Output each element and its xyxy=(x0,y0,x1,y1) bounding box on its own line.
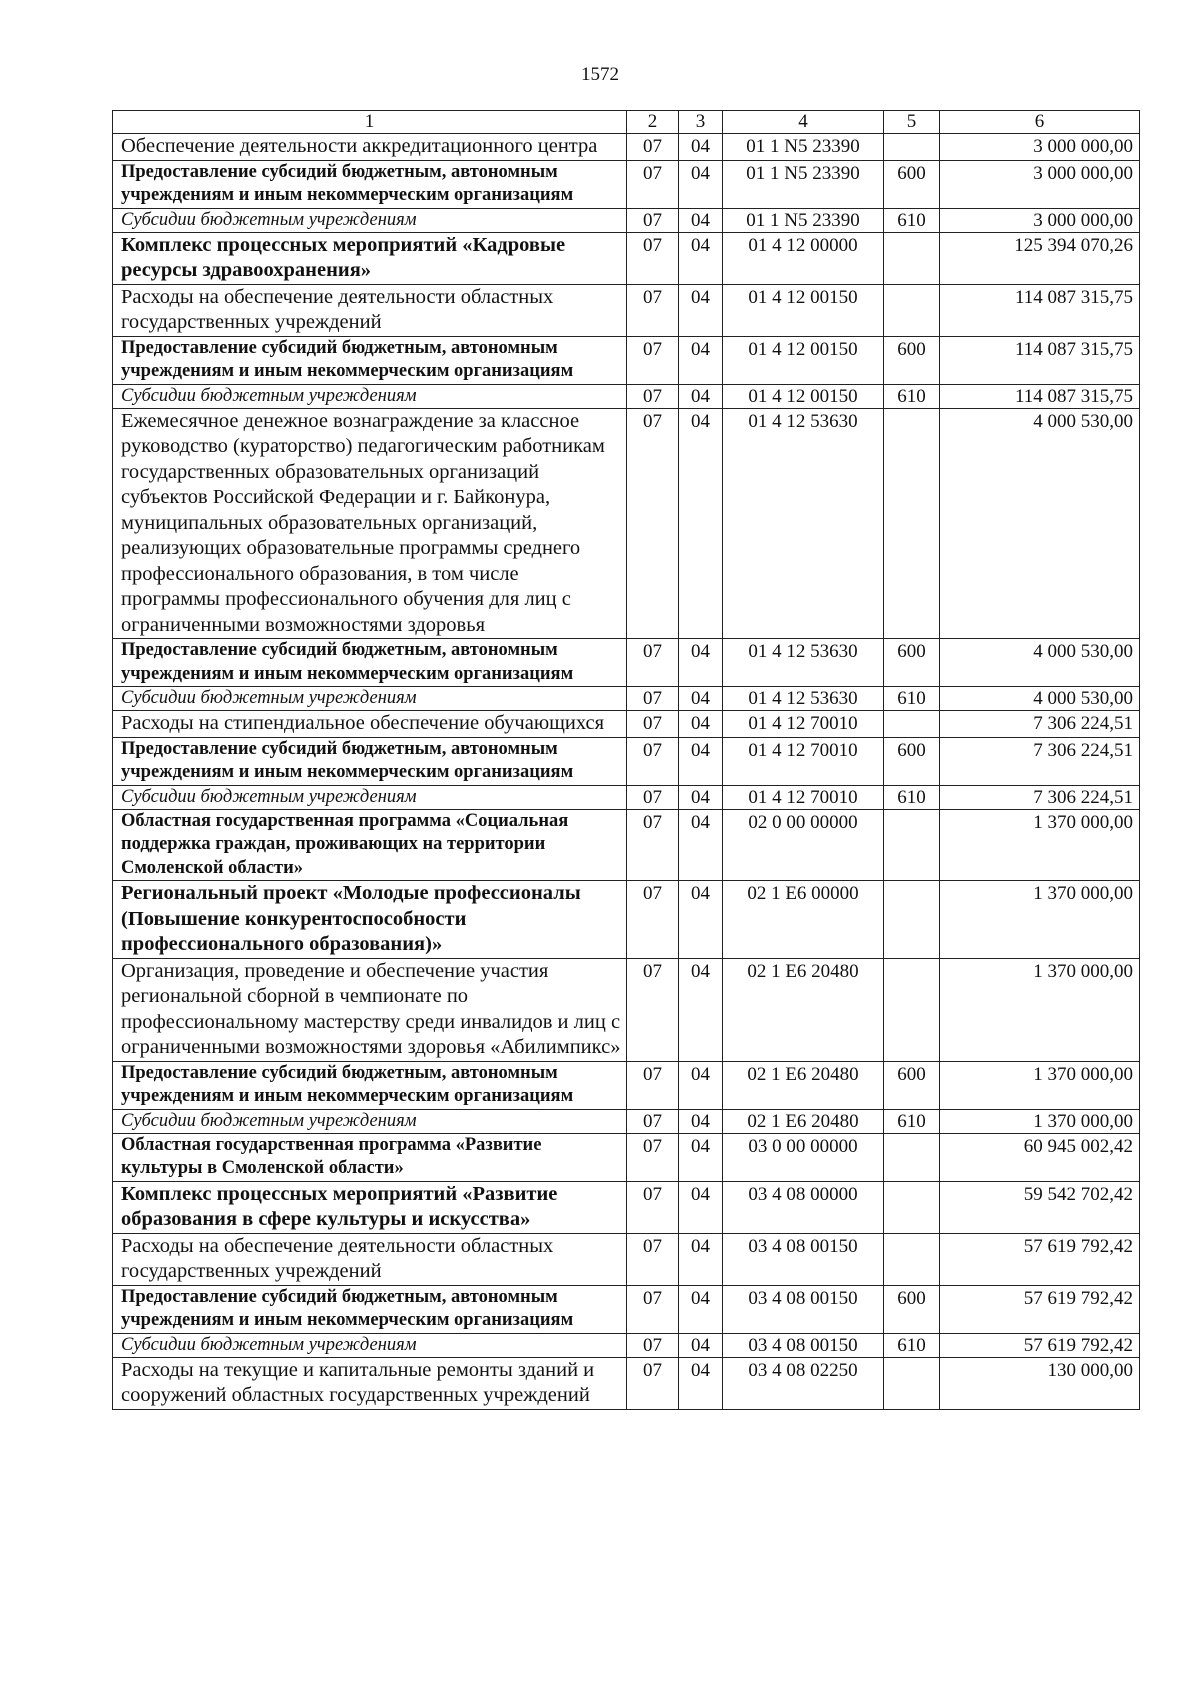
row-name: Предоставление субсидий бюджетным, автономным учреждениям и иным некоммерческим организациям xyxy=(113,639,627,687)
row-target-code: 03 4 08 00000 xyxy=(723,1181,884,1233)
row-section: 07 xyxy=(627,1357,679,1409)
row-amount: 3 000 000,00 xyxy=(940,160,1140,208)
row-name: Субсидии бюджетным учреждениям xyxy=(113,1333,627,1357)
row-target-code: 03 4 08 00150 xyxy=(723,1233,884,1285)
row-subsection: 04 xyxy=(679,232,723,284)
row-expense-type xyxy=(884,134,940,161)
row-amount: 130 000,00 xyxy=(940,1357,1140,1409)
table-row xyxy=(113,809,1140,881)
page-number: 1572 xyxy=(581,64,619,85)
row-section: 07 xyxy=(627,284,679,336)
header-col-3: 3 xyxy=(679,111,723,134)
table-row xyxy=(113,1333,1140,1357)
row-name: Субсидии бюджетным учреждениям xyxy=(113,1109,627,1133)
table-row xyxy=(113,1357,1140,1409)
row-section: 07 xyxy=(627,1133,679,1181)
row-name: Субсидии бюджетным учреждениям xyxy=(113,384,627,408)
row-amount: 7 306 224,51 xyxy=(940,785,1140,809)
row-amount: 4 000 530,00 xyxy=(940,687,1140,711)
row-target-code: 01 1 N5 23390 xyxy=(723,134,884,161)
table-row xyxy=(113,1181,1140,1233)
row-amount: 57 619 792,42 xyxy=(940,1333,1140,1357)
row-name: Ежемесячное денежное вознаграждение за классное руководство (кураторство) педагогическим работникам государственных образовательных организаций субъектов Российской Федерации и г. Байконура, муниципальных образовательных организаций, реализующих образовательные программы среднего профессионального образования, в том числе программы профессионального обучения для лиц с ограниченными возможностями здоровья xyxy=(113,408,627,639)
row-name: Предоставление субсидий бюджетным, автономным учреждениям и иным некоммерческим организациям xyxy=(113,1061,627,1109)
row-amount: 1 370 000,00 xyxy=(940,1061,1140,1109)
table-row xyxy=(113,737,1140,785)
row-expense-type: 610 xyxy=(884,785,940,809)
row-expense-type xyxy=(884,711,940,738)
row-name: Обеспечение деятельности аккредитационного центра xyxy=(113,134,627,161)
row-name: Предоставление субсидий бюджетным, автономным учреждениям и иным некоммерческим организациям xyxy=(113,336,627,384)
row-name: Комплекс процессных мероприятий «Кадровые ресурсы здравоохранения» xyxy=(113,232,627,284)
row-name: Предоставление субсидий бюджетным, автономным учреждениям и иным некоммерческим организациям xyxy=(113,737,627,785)
table-row xyxy=(113,785,1140,809)
table-row xyxy=(113,384,1140,408)
table-row xyxy=(113,1061,1140,1109)
row-section: 07 xyxy=(627,336,679,384)
row-subsection: 04 xyxy=(679,785,723,809)
row-target-code: 03 0 00 00000 xyxy=(723,1133,884,1181)
row-subsection: 04 xyxy=(679,1285,723,1333)
row-section: 07 xyxy=(627,408,679,639)
row-subsection: 04 xyxy=(679,809,723,881)
row-section: 07 xyxy=(627,711,679,738)
row-expense-type xyxy=(884,809,940,881)
table-row xyxy=(113,134,1140,161)
row-section: 07 xyxy=(627,160,679,208)
row-amount: 59 542 702,42 xyxy=(940,1181,1140,1233)
row-target-code: 01 1 N5 23390 xyxy=(723,160,884,208)
row-section: 07 xyxy=(627,785,679,809)
row-section: 07 xyxy=(627,1181,679,1233)
row-name: Предоставление субсидий бюджетным, автономным учреждениям и иным некоммерческим организациям xyxy=(113,160,627,208)
row-amount: 1 370 000,00 xyxy=(940,881,1140,959)
table-row xyxy=(113,639,1140,687)
table-row xyxy=(113,232,1140,284)
row-subsection: 04 xyxy=(679,737,723,785)
row-section: 07 xyxy=(627,232,679,284)
row-target-code: 01 4 12 00150 xyxy=(723,336,884,384)
row-subsection: 04 xyxy=(679,639,723,687)
row-amount: 4 000 530,00 xyxy=(940,639,1140,687)
header-col-2: 2 xyxy=(627,111,679,134)
row-subsection: 04 xyxy=(679,336,723,384)
budget-table xyxy=(112,110,1140,1410)
table-row xyxy=(113,881,1140,959)
row-subsection: 04 xyxy=(679,208,723,232)
row-section: 07 xyxy=(627,1233,679,1285)
row-expense-type xyxy=(884,1133,940,1181)
row-amount: 114 087 315,75 xyxy=(940,284,1140,336)
row-expense-type xyxy=(884,1233,940,1285)
row-expense-type xyxy=(884,284,940,336)
row-subsection: 04 xyxy=(679,160,723,208)
row-name: Расходы на текущие и капитальные ремонты зданий и сооружений областных государственных учреждений xyxy=(113,1357,627,1409)
row-subsection: 04 xyxy=(679,134,723,161)
row-section: 07 xyxy=(627,881,679,959)
row-section: 07 xyxy=(627,1285,679,1333)
row-target-code: 01 4 12 70010 xyxy=(723,737,884,785)
row-expense-type: 600 xyxy=(884,336,940,384)
table-row xyxy=(113,1233,1140,1285)
row-expense-type xyxy=(884,881,940,959)
row-amount: 114 087 315,75 xyxy=(940,384,1140,408)
row-subsection: 04 xyxy=(679,958,723,1061)
table-body xyxy=(113,134,1140,1410)
row-name: Субсидии бюджетным учреждениям xyxy=(113,208,627,232)
row-name: Региональный проект «Молодые профессионалы (Повышение конкурентоспособности профессионального образования)» xyxy=(113,881,627,959)
row-subsection: 04 xyxy=(679,284,723,336)
row-name: Предоставление субсидий бюджетным, автономным учреждениям и иным некоммерческим организациям xyxy=(113,1285,627,1333)
row-target-code: 02 1 Е6 20480 xyxy=(723,1109,884,1133)
row-target-code: 01 4 12 53630 xyxy=(723,408,884,639)
row-section: 07 xyxy=(627,208,679,232)
row-section: 07 xyxy=(627,1061,679,1109)
row-subsection: 04 xyxy=(679,1133,723,1181)
row-subsection: 04 xyxy=(679,881,723,959)
row-target-code: 01 4 12 70010 xyxy=(723,711,884,738)
row-expense-type: 600 xyxy=(884,737,940,785)
row-target-code: 02 1 Е6 00000 xyxy=(723,881,884,959)
row-name: Расходы на обеспечение деятельности областных государственных учреждений xyxy=(113,284,627,336)
row-expense-type: 600 xyxy=(884,1285,940,1333)
table-row xyxy=(113,958,1140,1061)
row-amount: 3 000 000,00 xyxy=(940,208,1140,232)
row-target-code: 01 1 N5 23390 xyxy=(723,208,884,232)
row-expense-type xyxy=(884,408,940,639)
row-expense-type: 610 xyxy=(884,208,940,232)
table-row xyxy=(113,160,1140,208)
table-row xyxy=(113,687,1140,711)
row-expense-type: 600 xyxy=(884,639,940,687)
row-section: 07 xyxy=(627,1109,679,1133)
table-row xyxy=(113,408,1140,639)
row-amount: 1 370 000,00 xyxy=(940,958,1140,1061)
row-expense-type: 600 xyxy=(884,1061,940,1109)
row-name: Организация, проведение и обеспечение участия региональной сборной в чемпионате по профессиональному мастерству среди инвалидов и лиц с ограниченными возможностями здоровья «Абилимпикс» xyxy=(113,958,627,1061)
row-target-code: 03 4 08 00150 xyxy=(723,1333,884,1357)
header-col-6: 6 xyxy=(940,111,1140,134)
row-amount: 1 370 000,00 xyxy=(940,1109,1140,1133)
row-expense-type xyxy=(884,1357,940,1409)
row-amount: 60 945 002,42 xyxy=(940,1133,1140,1181)
row-amount: 4 000 530,00 xyxy=(940,408,1140,639)
row-name: Областная государственная программа «Социальная поддержка граждан, проживающих на территории Смоленской области» xyxy=(113,809,627,881)
row-target-code: 02 1 Е6 20480 xyxy=(723,1061,884,1109)
row-subsection: 04 xyxy=(679,1333,723,1357)
row-target-code: 01 4 12 70010 xyxy=(723,785,884,809)
row-expense-type xyxy=(884,958,940,1061)
row-section: 07 xyxy=(627,687,679,711)
row-section: 07 xyxy=(627,639,679,687)
row-amount: 57 619 792,42 xyxy=(940,1285,1140,1333)
table-row xyxy=(113,711,1140,738)
row-expense-type xyxy=(884,232,940,284)
row-subsection: 04 xyxy=(679,1181,723,1233)
row-section: 07 xyxy=(627,384,679,408)
row-name: Расходы на обеспечение деятельности областных государственных учреждений xyxy=(113,1233,627,1285)
row-expense-type: 610 xyxy=(884,384,940,408)
row-name: Субсидии бюджетным учреждениям xyxy=(113,785,627,809)
table-row xyxy=(113,1285,1140,1333)
row-amount: 7 306 224,51 xyxy=(940,737,1140,785)
table-row xyxy=(113,208,1140,232)
row-amount: 1 370 000,00 xyxy=(940,809,1140,881)
row-target-code: 01 4 12 53630 xyxy=(723,687,884,711)
row-subsection: 04 xyxy=(679,1357,723,1409)
header-col-4: 4 xyxy=(723,111,884,134)
row-name: Расходы на стипендиальное обеспечение обучающихся xyxy=(113,711,627,738)
row-expense-type xyxy=(884,1181,940,1233)
row-subsection: 04 xyxy=(679,1109,723,1133)
header-col-1: 1 xyxy=(113,111,627,134)
row-target-code: 01 4 12 00150 xyxy=(723,384,884,408)
row-name: Областная государственная программа «Развитие культуры в Смоленской области» xyxy=(113,1133,627,1181)
table-row xyxy=(113,336,1140,384)
row-expense-type: 600 xyxy=(884,160,940,208)
row-name: Комплекс процессных мероприятий «Развитие образования в сфере культуры и искусства» xyxy=(113,1181,627,1233)
row-subsection: 04 xyxy=(679,1233,723,1285)
table-header xyxy=(113,111,1140,134)
row-section: 07 xyxy=(627,809,679,881)
row-expense-type: 610 xyxy=(884,1333,940,1357)
row-name: Субсидии бюджетным учреждениям xyxy=(113,687,627,711)
row-amount: 114 087 315,75 xyxy=(940,336,1140,384)
table-row xyxy=(113,1109,1140,1133)
row-section: 07 xyxy=(627,1333,679,1357)
row-amount: 125 394 070,26 xyxy=(940,232,1140,284)
row-section: 07 xyxy=(627,958,679,1061)
row-section: 07 xyxy=(627,737,679,785)
row-amount: 7 306 224,51 xyxy=(940,711,1140,738)
row-amount: 3 000 000,00 xyxy=(940,134,1140,161)
row-expense-type: 610 xyxy=(884,687,940,711)
row-target-code: 02 0 00 00000 xyxy=(723,809,884,881)
row-expense-type: 610 xyxy=(884,1109,940,1133)
row-subsection: 04 xyxy=(679,384,723,408)
row-subsection: 04 xyxy=(679,1061,723,1109)
header-col-5: 5 xyxy=(884,111,940,134)
row-target-code: 03 4 08 00150 xyxy=(723,1285,884,1333)
row-target-code: 03 4 08 02250 xyxy=(723,1357,884,1409)
row-subsection: 04 xyxy=(679,408,723,639)
row-target-code: 02 1 Е6 20480 xyxy=(723,958,884,1061)
row-target-code: 01 4 12 00000 xyxy=(723,232,884,284)
row-target-code: 01 4 12 53630 xyxy=(723,639,884,687)
header-row xyxy=(113,111,1140,134)
row-section: 07 xyxy=(627,134,679,161)
row-target-code: 01 4 12 00150 xyxy=(723,284,884,336)
table-row xyxy=(113,284,1140,336)
row-amount: 57 619 792,42 xyxy=(940,1233,1140,1285)
row-subsection: 04 xyxy=(679,711,723,738)
row-subsection: 04 xyxy=(679,687,723,711)
table-row xyxy=(113,1133,1140,1181)
